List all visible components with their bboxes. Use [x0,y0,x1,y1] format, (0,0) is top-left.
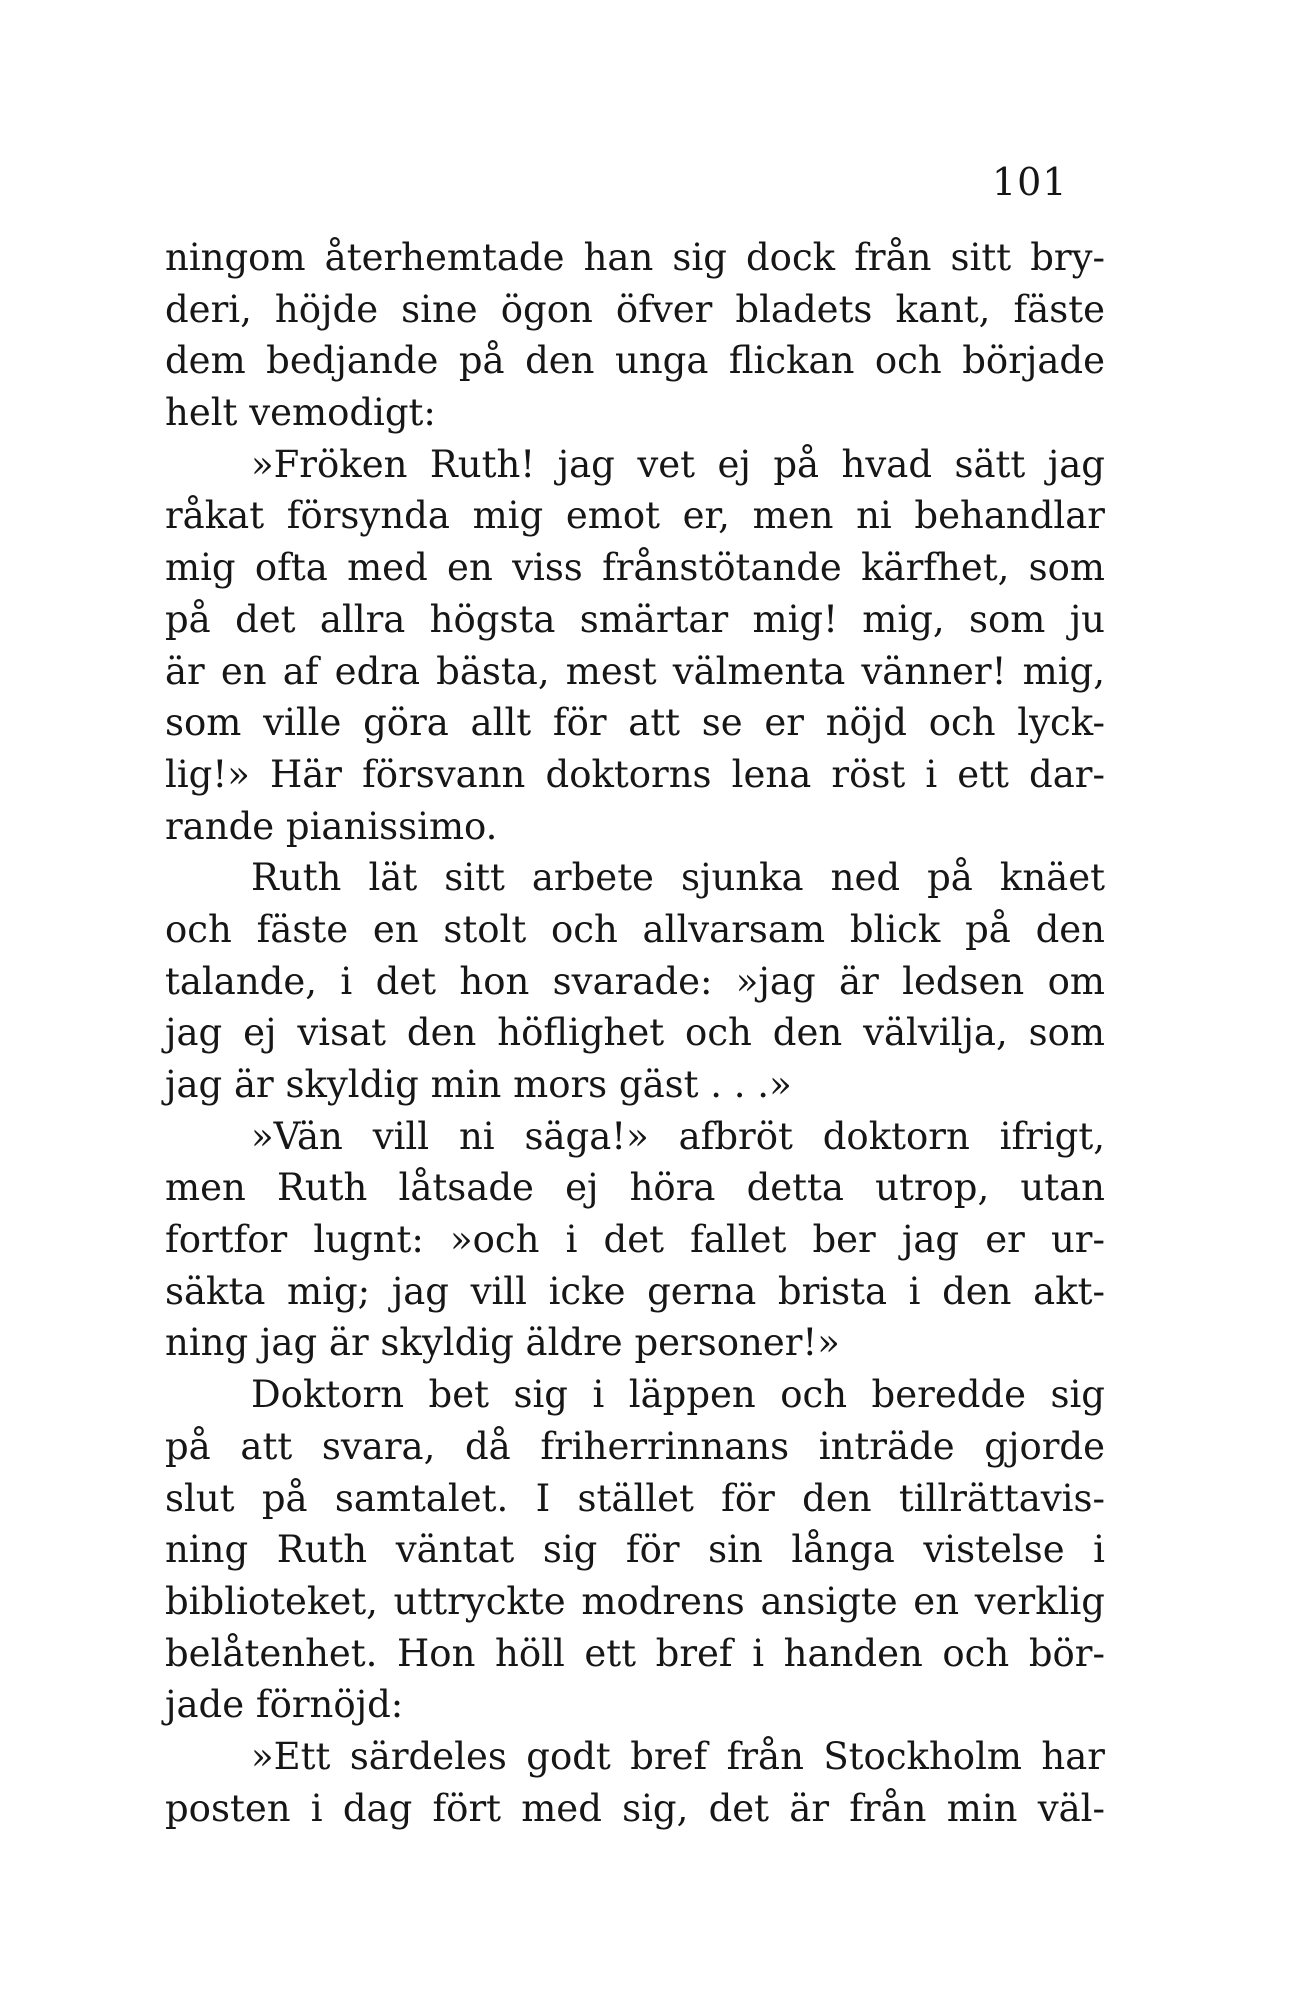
text-line: rande pianissimo. [165,804,498,848]
text-line: »Vän vill ni säga!» afbröt doktorn ifrigt, [251,1114,1105,1158]
body-text [165,232,1105,1834]
text-line: råkat försynda mig emot er, men ni behandlar [165,494,1105,538]
text-line: jade förnöjd: [165,1683,404,1727]
text-line: ning Ruth väntat sig för sin långa vistelse i [165,1528,1105,1572]
text-line: och fäste en stolt och allvarsam blick på den [165,907,1105,951]
text-line: jag ej visat den höflighet och den välvilja, som [165,1011,1105,1055]
page-number: 101 [992,160,1068,204]
text-line: posten i dag fört med sig, det är från min väl- [165,1786,1105,1830]
text-line: »Ett särdeles godt bref från Stockholm har [251,1734,1105,1778]
text-line: jag är skyldig min mors gäst . . .» [165,1063,792,1106]
text-line: »Fröken Ruth! jag vet ej på hvad sätt jag [251,442,1105,486]
text-line: belåtenhet. Hon höll ett bref i handen och bör- [165,1631,1105,1675]
text-line: biblioteket, uttryckte modrens ansigte en verklig [165,1579,1105,1623]
text-line: talande, i det hon svarade: »jag är ledsen om [165,959,1105,1003]
text-line: Doktorn bet sig i läppen och beredde sig [251,1373,1105,1417]
text-line: fortfor lugnt: »och i det fallet ber jag er ur- [165,1218,1105,1262]
text-line: är en af edra bästa, mest välmenta vänner! mig, [165,649,1105,693]
text-line: lig!» Här försvann doktorns lena röst i ett dar- [165,752,1105,796]
text-line: säkta mig; jag vill icke gerna brista i den akt- [165,1269,1105,1313]
text-line: deri, höjde sine ögon öfver bladets kant, fäste [165,287,1105,331]
text-line: ningom återhemtade han sig dock från sitt bry- [165,236,1105,279]
text-line: helt vemodigt: [165,391,436,435]
text-line: dem bedjande på den unga flickan och började [165,339,1105,383]
text-line: ning jag är skyldig äldre personer!» [165,1321,840,1365]
text-line: mig ofta med en viss frånstötande kärfhet, som [165,546,1105,590]
text-line: slut på samtalet. I stället för den tillrättavis- [165,1476,1105,1520]
text-line: men Ruth låtsade ej höra detta utrop, utan [165,1166,1105,1210]
text-line: på att svara, då friherrinnans inträde gjorde [165,1424,1105,1468]
text-line: på det allra högsta smärtar mig! mig, som ju [165,597,1105,641]
text-line: Ruth lät sitt arbete sjunka ned på knäet [251,856,1105,900]
text-line: som ville göra allt för att se er nöjd och lyck- [165,701,1105,745]
